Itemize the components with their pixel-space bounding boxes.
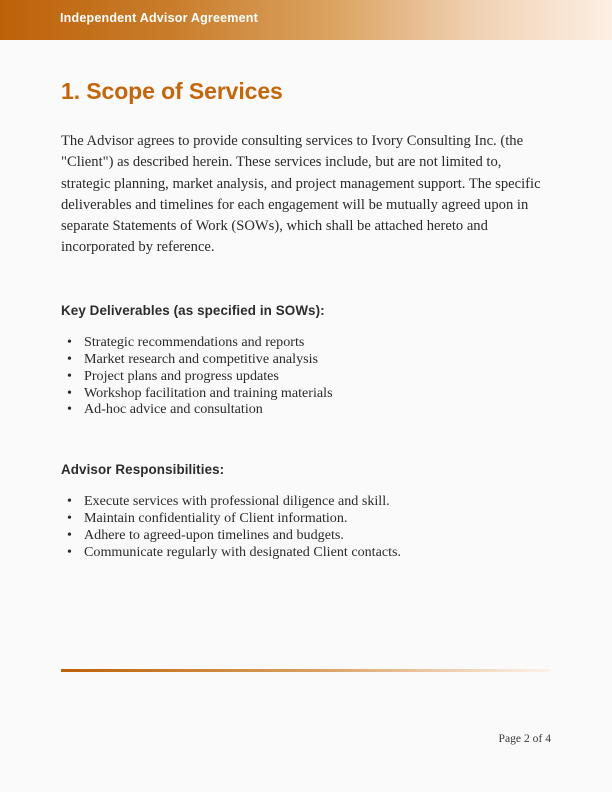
- subsection-key-deliverables: [61, 259, 551, 419]
- list-item: [61, 334, 551, 351]
- list-item: [61, 401, 551, 418]
- list-item-label: Workshop facilitation and training materials: [84, 384, 333, 401]
- list-item: [61, 351, 551, 368]
- bullet-icon: •: [67, 493, 72, 510]
- bullet-icon: •: [67, 510, 72, 527]
- list-item-label: Maintain confidentiality of Client information.: [84, 510, 348, 527]
- subsection-heading-key-deliverables: Key Deliverables (as specified in SOWs):: [61, 302, 325, 318]
- subsection-heading-advisor-responsibilities: Advisor Responsibilities:: [61, 462, 225, 478]
- page-number: Page 2 of 4: [498, 732, 551, 745]
- bullet-icon: •: [67, 401, 72, 418]
- list-item-label: Market research and competitive analysis: [84, 350, 319, 367]
- bullet-icon: •: [67, 384, 72, 401]
- footer-divider: [61, 669, 551, 672]
- bullet-icon: •: [67, 527, 72, 544]
- advisor-responsibilities-list: [61, 477, 551, 561]
- list-item: [61, 368, 551, 385]
- document-header-bar: [0, 0, 612, 40]
- bullet-icon: •: [67, 350, 72, 367]
- list-item: [61, 544, 551, 561]
- list-item-label: Strategic recommendations and reports: [84, 333, 305, 350]
- list-item-label: Adhere to agreed-upon timelines and budgets.: [84, 527, 344, 544]
- list-item: [61, 493, 551, 510]
- document-title: Independent Advisor Agreement: [60, 11, 258, 25]
- intro-paragraph: The Advisor agrees to provide consulting services to Ivory Consulting Inc. (the "Client") as described herein. These services include, but are not limited to, strategic planning, market analysis, and project management support. The specific deliverables and timelines for each engagement will be mutually agreed upon in separate Statements of Work (SOWs), which shall be attached hereto and incorporated by reference.: [61, 133, 541, 256]
- bullet-icon: •: [67, 333, 72, 350]
- list-item-label: Project plans and progress updates: [84, 367, 279, 384]
- list-item: [61, 510, 551, 527]
- section-heading: 1. Scope of Services: [61, 78, 283, 104]
- list-item: [61, 385, 551, 402]
- list-item-label: Communicate regularly with designated Client contacts.: [84, 544, 402, 561]
- list-item-label: Execute services with professional diligence and skill.: [84, 493, 390, 510]
- bullet-icon: •: [67, 544, 72, 561]
- page-content: [61, 40, 551, 561]
- list-item-label: Ad-hoc advice and consultation: [84, 401, 263, 418]
- bullet-icon: •: [67, 367, 72, 384]
- key-deliverables-list: [61, 318, 551, 419]
- subsection-advisor-responsibilities: [61, 418, 551, 561]
- list-item: [61, 527, 551, 544]
